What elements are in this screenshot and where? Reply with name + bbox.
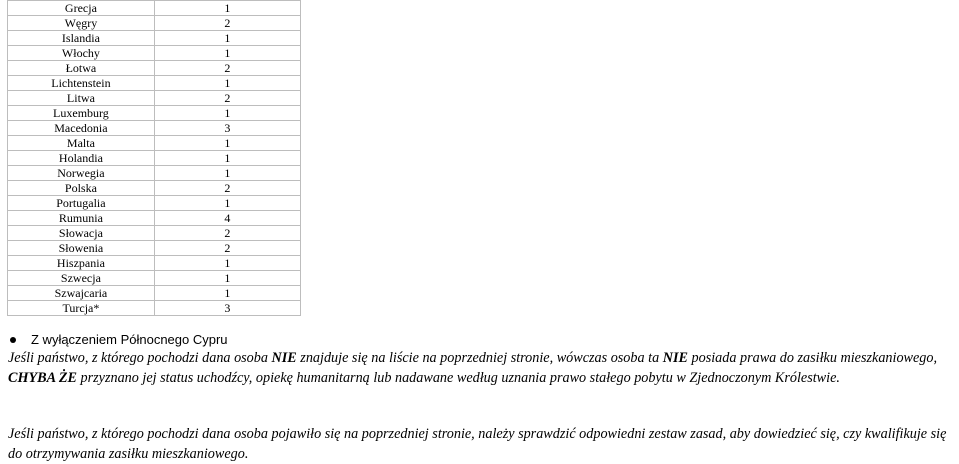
country-name-cell: Hiszpania xyxy=(8,256,155,271)
country-value-cell: 2 xyxy=(154,241,300,256)
country-value-cell: 1 xyxy=(154,106,300,121)
eligibility-paragraph xyxy=(8,348,958,388)
country-value-cell: 2 xyxy=(154,16,300,31)
country-value-cell: 2 xyxy=(154,61,300,76)
country-name-cell: Łotwa xyxy=(8,61,155,76)
footnote-bullet-item xyxy=(10,332,228,347)
country-name-cell: Grecja xyxy=(8,1,155,16)
country-name-cell: Malta xyxy=(8,136,155,151)
country-value-cell: 1 xyxy=(154,46,300,61)
paragraph1-bold3: CHYBA ŻE xyxy=(8,370,77,386)
country-name-cell: Luxemburg xyxy=(8,106,155,121)
country-value-cell: 1 xyxy=(154,196,300,211)
country-name-cell: Holandia xyxy=(8,151,155,166)
country-value-cell: 1 xyxy=(154,31,300,46)
country-name-cell: Węgry xyxy=(8,16,155,31)
table-row xyxy=(8,16,301,31)
table-row xyxy=(8,121,301,136)
table-row xyxy=(8,31,301,46)
paragraph1-part3: posiada prawa do zasiłku mieszkaniowego, xyxy=(687,350,938,366)
country-value-cell: 2 xyxy=(154,181,300,196)
table-row xyxy=(8,226,301,241)
table-row xyxy=(8,286,301,301)
country-name-cell: Lichtenstein xyxy=(8,76,155,91)
table-row xyxy=(8,91,301,106)
country-value-cell: 1 xyxy=(154,151,300,166)
table-row xyxy=(8,151,301,166)
table-row xyxy=(8,106,301,121)
country-value-cell: 1 xyxy=(154,286,300,301)
country-value-cell: 4 xyxy=(154,211,300,226)
table-row xyxy=(8,301,301,316)
country-name-cell: Słowenia xyxy=(8,241,155,256)
country-name-cell: Litwa xyxy=(8,91,155,106)
table-row xyxy=(8,46,301,61)
country-value-cell: 3 xyxy=(154,121,300,136)
country-name-cell: Islandia xyxy=(8,31,155,46)
country-value-cell: 1 xyxy=(154,166,300,181)
check-rules-paragraph: Jeśli państwo, z którego pochodzi dana osoba pojawiło się na poprzedniej stronie, należy sprawdzić odpowiedni zestaw zasad, aby dowiedzieć się, czy kwalifikuje się do otrzymywania zasiłku mieszkaniowego. xyxy=(8,426,947,462)
country-value-cell: 1 xyxy=(154,256,300,271)
table-row xyxy=(8,136,301,151)
paragraph1-bold2: NIE xyxy=(662,350,688,366)
table-row xyxy=(8,271,301,286)
paragraph1-part2: znajduje się na liście na poprzedniej stronie, wówczas osoba ta xyxy=(296,350,663,366)
table-row xyxy=(8,256,301,271)
country-value-cell: 1 xyxy=(154,1,300,16)
country-value-cell: 2 xyxy=(154,91,300,106)
country-name-cell: Turcja* xyxy=(8,301,155,316)
table-row xyxy=(8,181,301,196)
country-name-cell: Portugalia xyxy=(8,196,155,211)
country-name-cell: Szwajcaria xyxy=(8,286,155,301)
paragraph1-part1: Jeśli państwo, z którego pochodzi dana osoba xyxy=(8,350,272,366)
table-row xyxy=(8,211,301,226)
country-name-cell: Włochy xyxy=(8,46,155,61)
paragraph1-part4: przyznano jej status uchodźcy, opiekę humanitarną lub nadawane według uznania prawo stałego pobytu w Zjednoczonym Królestwie. xyxy=(76,370,840,386)
table-row xyxy=(8,76,301,91)
country-value-cell: 1 xyxy=(154,136,300,151)
bullet-dot-icon xyxy=(10,337,16,343)
country-value-cell: 1 xyxy=(154,76,300,91)
country-name-cell: Słowacja xyxy=(8,226,155,241)
footnote-text: Z wyłączeniem Północnego Cypru xyxy=(31,332,228,347)
country-value-cell: 2 xyxy=(154,226,300,241)
country-table-container xyxy=(7,0,301,316)
country-value-cell: 1 xyxy=(154,271,300,286)
country-name-cell: Norwegia xyxy=(8,166,155,181)
table-row xyxy=(8,166,301,181)
country-table xyxy=(7,0,301,316)
country-name-cell: Rumunia xyxy=(8,211,155,226)
table-row xyxy=(8,61,301,76)
table-row xyxy=(8,196,301,211)
country-name-cell: Polska xyxy=(8,181,155,196)
table-row xyxy=(8,1,301,16)
paragraph1-bold1: NIE xyxy=(271,350,297,366)
country-name-cell: Macedonia xyxy=(8,121,155,136)
country-name-cell: Szwecja xyxy=(8,271,155,286)
country-table-body xyxy=(8,1,301,316)
table-row xyxy=(8,241,301,256)
country-value-cell: 3 xyxy=(154,301,300,316)
